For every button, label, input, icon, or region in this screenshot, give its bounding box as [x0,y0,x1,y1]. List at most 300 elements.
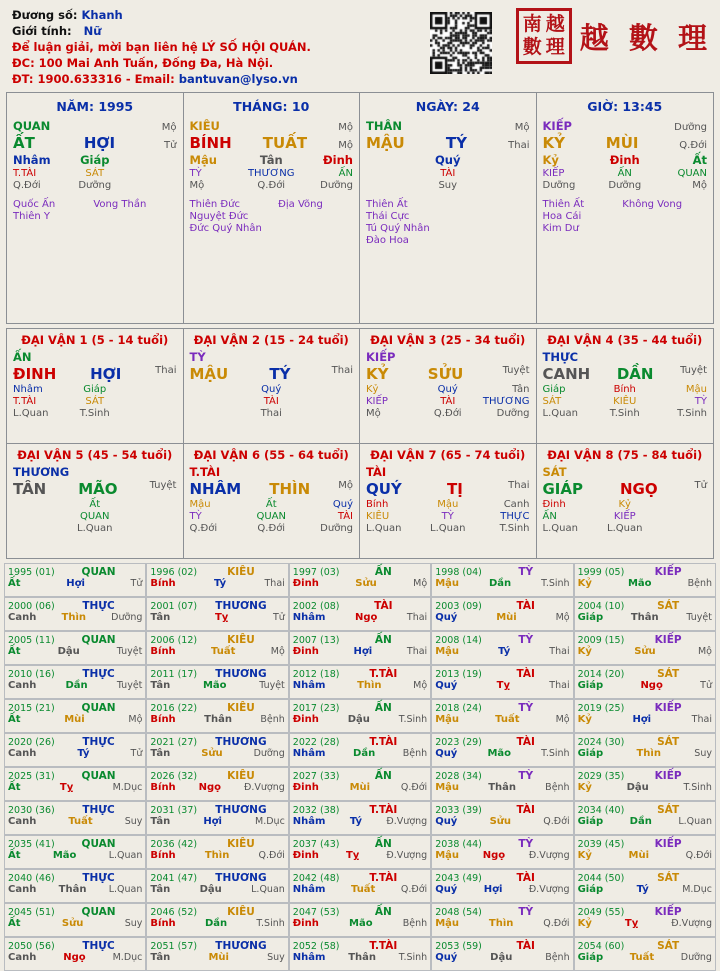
year-stem: Đinh [292,918,319,929]
year-stem: Kỷ [577,714,592,725]
pillar-title: NGÀY: 24 [415,99,480,114]
year-cell[interactable] [4,869,146,903]
dai-van-cell-5[interactable] [184,444,361,558]
year-state: Q.Đới [400,884,428,895]
year-cell[interactable] [289,869,431,903]
year-cell[interactable] [146,631,288,665]
year-branch: Tý [77,748,90,759]
year-star: T.TÀI [369,736,398,748]
year-star: T.TÀI [369,668,398,680]
year-label: 2003 (09) [435,601,482,612]
year-branch: Thìn [204,850,230,861]
gender-label: Giới tính: [12,24,72,38]
dai-van-cell-6[interactable] [360,444,537,558]
year-cell[interactable] [431,597,573,631]
year-stem: Giáp [577,816,604,827]
dai-van-state: Thai [331,365,353,376]
year-cell[interactable] [146,597,288,631]
year-cell[interactable] [574,733,716,767]
dv-hidden-stem-1: Nhâm [13,384,43,395]
year-label: 2004 (10) [577,601,625,612]
pillar-star: Kim Dư [542,223,579,234]
year-stem: Bính [150,918,176,929]
year-cell[interactable] [431,869,573,903]
year-stem: Bính [150,850,176,861]
dai-van-top-star: TỲ [189,350,206,364]
year-cell[interactable] [289,937,431,971]
year-cell[interactable] [574,699,716,733]
year-cell[interactable] [431,903,573,937]
year-state: Suy [694,748,712,759]
seal-char-3: 理 [545,36,565,58]
dv-hidden-stem-1: Bính [366,499,389,510]
pillar-title: NĂM: 1995 [56,99,134,114]
dv-hidden-state-3: T.Sinh [499,523,530,534]
year-branch: Tuất [350,884,376,895]
year-label: 1996 (02) [150,567,198,578]
year-star: KIẾP [654,702,682,714]
year-stem: Ất [8,646,21,657]
year-cell[interactable] [289,563,431,597]
year-star: TÀI [516,736,535,748]
year-cell[interactable] [574,767,716,801]
year-stem: Canh [8,748,37,759]
year-star: SÁT [657,804,680,816]
year-label: 2001 (07) [150,601,198,612]
year-stem: Tân [150,952,171,963]
dai-van-branch: THÌN [269,480,311,498]
dai-van-cell-7[interactable] [537,444,714,558]
year-branch: Thân [58,884,87,895]
year-cell[interactable] [289,699,431,733]
year-state: Thai [264,578,285,589]
year-star: TÀI [374,600,393,612]
year-branch: Hợi [632,714,652,725]
year-branch: Ngọ [198,782,222,793]
dv-hidden-state-2: L.Quan [430,523,466,534]
year-label: 2041 (47) [150,873,198,884]
phone-text: ĐT: 1900.633316 - Email: [12,72,179,86]
year-label: 2015 (21) [8,703,55,714]
pillar-star-list [366,199,530,246]
year-star: THỰC [82,940,115,952]
dv-hidden-state-2: L.Quan [607,523,643,534]
year-cell[interactable] [289,665,431,699]
year-state: M.Dục [255,816,285,827]
year-star: TỲ [518,838,534,850]
pillar-column-2 [360,93,537,323]
year-cell[interactable] [574,563,716,597]
dai-van-title: ĐẠI VẬN 6 (55 - 64 tuổi) [193,448,349,462]
four-pillars-table [6,92,714,324]
year-cell[interactable] [289,801,431,835]
year-state: Tuyệt [116,646,143,657]
year-cell[interactable] [431,699,573,733]
dv-hidden-star-2: TỲ [441,511,454,522]
dai-van-cell-2[interactable] [360,329,537,443]
year-cell[interactable] [431,631,573,665]
dv-hidden-star-1: SÁT [542,396,562,407]
dai-van-row [7,444,713,558]
year-label: 2006 (12) [150,635,198,646]
hidden-state-3: Dưỡng [320,180,353,191]
year-star: TÀI [516,600,535,612]
pillar-top-star: KIÊU [189,119,220,133]
year-branch: Ngọ [354,612,378,623]
year-branch: Dậu [347,714,370,725]
email-text[interactable]: bantuvan@lyso.vn [178,72,298,86]
dai-van-cell-0[interactable] [7,329,184,443]
dv-hidden-star-2: KIẾP [613,511,636,522]
pillar-top-state: Mộ [161,122,177,133]
pillar-top-star: THÂN [366,119,402,133]
dv-hidden-stem-3: Quý [332,499,353,510]
year-state: Tuyệt [116,680,143,691]
year-cell[interactable] [146,869,288,903]
year-label: 2051 (57) [150,941,198,952]
year-stem: Canh [8,884,37,895]
year-stem: Tân [150,816,171,827]
year-state: Thai [691,714,712,725]
year-label: 2011 (17) [150,669,198,680]
year-star: TỲ [518,702,534,714]
year-stem: Quý [435,612,458,623]
year-stem: Giáp [577,748,604,759]
dai-van-state: Thai [155,365,177,376]
year-state: M.Dục [682,884,712,895]
dai-van-cell-4[interactable] [7,444,184,558]
year-cell[interactable] [146,801,288,835]
year-branch: Dậu [199,884,222,895]
year-cell[interactable] [574,903,716,937]
year-label: 1997 (03) [292,567,340,578]
year-cell[interactable] [4,597,146,631]
year-stem: Đinh [292,714,319,725]
year-branch: Ngọ [482,850,506,861]
dai-van-title: ĐẠI VẬN 7 (65 - 74 tuổi) [370,448,526,462]
year-branch: Dần [629,816,652,827]
year-stem: Tân [150,612,171,623]
dai-van-cell-1[interactable] [184,329,361,443]
dv-hidden-state-1: L.Quan [13,408,49,419]
dv-hidden-stem-2: Ất [265,499,277,510]
year-cell[interactable] [289,903,431,937]
hidden-stem-1: Nhâm [13,153,51,167]
year-star: THỰC [82,600,115,612]
pillar-title: THÁNG: 10 [233,99,310,114]
hidden-stem-1: Kỷ [542,153,559,167]
pillar-earthly-branch: TUẤT [262,134,308,152]
year-star: ẤN [374,634,392,646]
year-star: SÁT [657,736,680,748]
year-stem: Ất [8,918,21,929]
year-cell[interactable] [146,903,288,937]
year-cell[interactable] [146,733,288,767]
year-branch: Mão [627,578,652,589]
dv-hidden-state-2: T.Sinh [79,408,110,419]
year-cell[interactable] [4,699,146,733]
dai-van-state: Tuyệt [149,480,177,491]
year-state: Đ.Vượng [671,918,712,929]
year-cell[interactable] [431,733,573,767]
year-cell[interactable] [574,631,716,665]
year-stem: Nhâm [292,612,326,623]
year-cell[interactable] [431,665,573,699]
header [0,0,720,92]
dai-van-title: ĐẠI VẬN 4 (35 - 44 tuổi) [547,333,703,347]
year-branch: Tỵ [496,680,510,691]
pillar-heavenly-stem: MẬU [366,134,405,152]
year-cell[interactable] [574,801,716,835]
year-label: 2009 (15) [577,635,625,646]
year-cell[interactable] [146,699,288,733]
dai-van-branch: MÃO [78,480,118,498]
dv-hidden-star-3: THỰC [500,511,530,522]
year-state: M.Dục [112,782,143,793]
year-star: SÁT [657,872,680,884]
dv-hidden-stem-1: Đinh [542,499,566,510]
year-cell[interactable] [289,767,431,801]
year-branch: Tý [214,578,227,589]
dai-van-row [7,329,713,444]
year-cell[interactable] [4,733,146,767]
year-cell[interactable] [574,835,716,869]
year-cell[interactable] [431,767,573,801]
year-cell[interactable] [289,631,431,665]
year-star: TÀI [516,872,535,884]
year-cell[interactable] [574,869,716,903]
year-state: Suy [267,952,285,963]
year-branch: Thìn [488,918,514,929]
year-cell[interactable] [4,801,146,835]
year-label: 2026 (32) [150,771,198,782]
year-cell[interactable] [146,563,288,597]
year-state: Q.Đới [685,850,712,861]
dai-van-cell-3[interactable] [537,329,714,443]
dai-van-state: Tuyệt [680,365,707,376]
year-branch: Sửu [61,918,84,929]
year-state: Dưỡng [253,748,285,759]
year-branch: Mùi [208,952,229,963]
year-branch: Tuất [68,816,93,827]
seal-char-1: 越 [545,13,565,35]
year-cell[interactable] [146,835,288,869]
year-cell[interactable] [4,665,146,699]
year-cell[interactable] [289,835,431,869]
pillar-column-3 [537,93,714,323]
year-stem: Quý [435,680,458,691]
year-stem: Đinh [292,782,319,793]
dai-van-stem: GIÁP [542,480,583,498]
year-star: SÁT [657,668,680,680]
dai-van-top-star: THỰC [542,350,579,364]
year-cell[interactable] [4,563,146,597]
year-cell[interactable] [4,631,146,665]
year-cell[interactable] [146,665,288,699]
year-cell[interactable] [4,903,146,937]
dai-van-top-star: ẤN [13,350,32,364]
year-label: 2027 (33) [292,771,340,782]
year-stem: Tân [150,748,171,759]
year-branch: Dậu [490,952,513,963]
year-branch: Tuất [211,646,236,657]
year-state: Q.Đới [400,782,428,793]
dv-hidden-stem-3: Tân [512,384,530,395]
gender-value: Nữ [83,24,102,38]
hidden-stem-2: Giáp [80,153,110,167]
year-star: KIẾP [654,566,682,578]
year-branch: Dậu [626,782,649,793]
year-label: 2053 (59) [435,941,482,952]
hidden-stem-2: Đinh [609,153,640,167]
pillar-top-state: Mộ [338,122,353,133]
year-state: Mộ [270,646,285,657]
person-name-label: Đương số: [12,8,78,22]
dai-van-branch: NGỌ [619,480,658,498]
year-state: L.Quan [251,884,285,895]
dai-van-stem: NHÂM [189,480,242,498]
year-stem: Bính [150,782,176,793]
hidden-star-1: KIẾP [542,168,565,179]
year-label: 2008 (14) [435,635,482,646]
hidden-star-2: ẤN [617,168,632,179]
year-state: T.Sinh [256,918,285,929]
year-stem: Ất [8,850,21,861]
year-star: THƯƠNG [215,668,267,680]
pillar-heavenly-stem: ẤT [13,134,35,152]
year-branch: Tý [349,816,363,827]
year-label: 2024 (30) [577,737,625,748]
year-label: 2018 (24) [435,703,482,714]
year-label: 2047 (53) [292,907,340,918]
year-branch: Dần [65,680,88,691]
year-label: 2046 (52) [150,907,198,918]
dai-van-stem: QUÝ [366,480,402,498]
year-state: Suy [124,918,143,929]
year-cell[interactable] [289,733,431,767]
year-star: T.TÀI [369,872,398,884]
year-star: T.TÀI [369,940,398,952]
year-state: Đ.Vượng [528,850,570,861]
year-state: T.Sinh [398,714,428,725]
year-star: TỲ [518,770,534,782]
dv-hidden-state-1: Mộ [366,408,381,419]
year-branch: Thân [204,714,232,725]
pillar-star: Nguyệt Đức [189,211,249,222]
year-label: 2007 (13) [292,635,340,646]
pillar-column-1 [184,93,361,323]
year-star: THỰC [82,872,115,884]
year-star: QUAN [81,566,116,578]
year-stem: Mậu [435,850,460,861]
dv-hidden-state-1: L.Quan [542,408,578,419]
dv-hidden-star-1: KIÊU [366,511,390,522]
year-cell[interactable] [4,835,146,869]
dv-hidden-star-1: ẤN [542,511,557,522]
year-stem: Mậu [435,782,460,793]
year-stem: Quý [435,748,458,759]
year-label: 2005 (11) [8,635,55,646]
year-branch: Mão [487,748,512,759]
year-branch: Dần [489,578,512,589]
year-cell[interactable] [574,937,716,971]
year-star: THỰC [82,804,115,816]
year-star: TÀI [516,804,535,816]
year-cell[interactable] [431,563,573,597]
year-state: Bệnh [545,782,570,793]
year-branch: Thân [348,952,377,963]
year-label: 2050 (56) [8,941,55,952]
dv-hidden-stem-2: Mậu [437,499,459,510]
dv-hidden-state-3: Dưỡng [496,408,530,419]
year-star: KIÊU [227,702,255,714]
year-cell[interactable] [146,767,288,801]
year-stem: Ất [8,782,21,793]
year-star: THƯƠNG [215,940,267,952]
pillar-star: Thiên Y [13,211,51,222]
dv-hidden-star-3: THƯƠNG [482,396,530,407]
dv-hidden-star-3: TỲ [694,396,707,407]
year-cell[interactable] [431,937,573,971]
year-branch: Mão [202,680,227,691]
hidden-state-2: Q.Đới [257,180,286,191]
year-star: THỰC [82,668,115,680]
year-cell[interactable] [4,937,146,971]
year-branch: Thìn [357,680,382,691]
year-label: 2013 (19) [435,669,482,680]
year-stem: Kỷ [577,850,592,861]
year-branch: Hợi [203,816,222,827]
year-branch: Mùi [496,612,517,623]
year-star: KIẾP [654,906,682,918]
year-state: M.Dục [112,952,143,963]
year-label: 2043 (49) [435,873,482,884]
year-star: ẤN [374,838,392,850]
qr-code[interactable] [430,12,492,74]
year-cell[interactable] [4,767,146,801]
dai-van-stem: ĐINH [13,365,57,383]
year-cell[interactable] [574,597,716,631]
pillar-title: GIỜ: 13:45 [587,99,663,114]
year-cell[interactable] [574,665,716,699]
year-state: L.Quan [108,850,143,861]
year-label: 2020 (26) [8,737,55,748]
pillar-earthly-branch: HỢI [83,134,116,152]
pillar-star: Thiên Ất Không Vong [542,199,683,210]
year-cell[interactable] [289,597,431,631]
year-cell[interactable] [431,835,573,869]
year-label: 2019 (25) [577,703,625,714]
year-label: 1999 (05) [577,567,625,578]
hidden-star-3: ẤN [338,168,353,179]
dv-hidden-state-2: L.Quan [77,523,113,534]
year-branch: Dậu [57,646,80,657]
year-branch: Hợi [483,884,503,895]
hidden-star-2: SÁT [85,168,105,179]
year-cell[interactable] [431,801,573,835]
year-label: 2044 (50) [577,873,625,884]
year-state: Suy [124,816,143,827]
year-stem: Kỷ [577,646,592,657]
dv-hidden-state-2: Q.Đới [433,408,462,419]
dv-hidden-stem-2: Ất [89,499,101,510]
year-cell[interactable] [146,937,288,971]
year-branch: Dần [353,748,376,759]
pillar-heavenly-stem: KỶ [542,134,565,152]
dai-van-branch: DẦN [616,365,654,383]
dai-van-top-star: T.TÀI [189,465,221,479]
year-state: Mộ [697,646,712,657]
